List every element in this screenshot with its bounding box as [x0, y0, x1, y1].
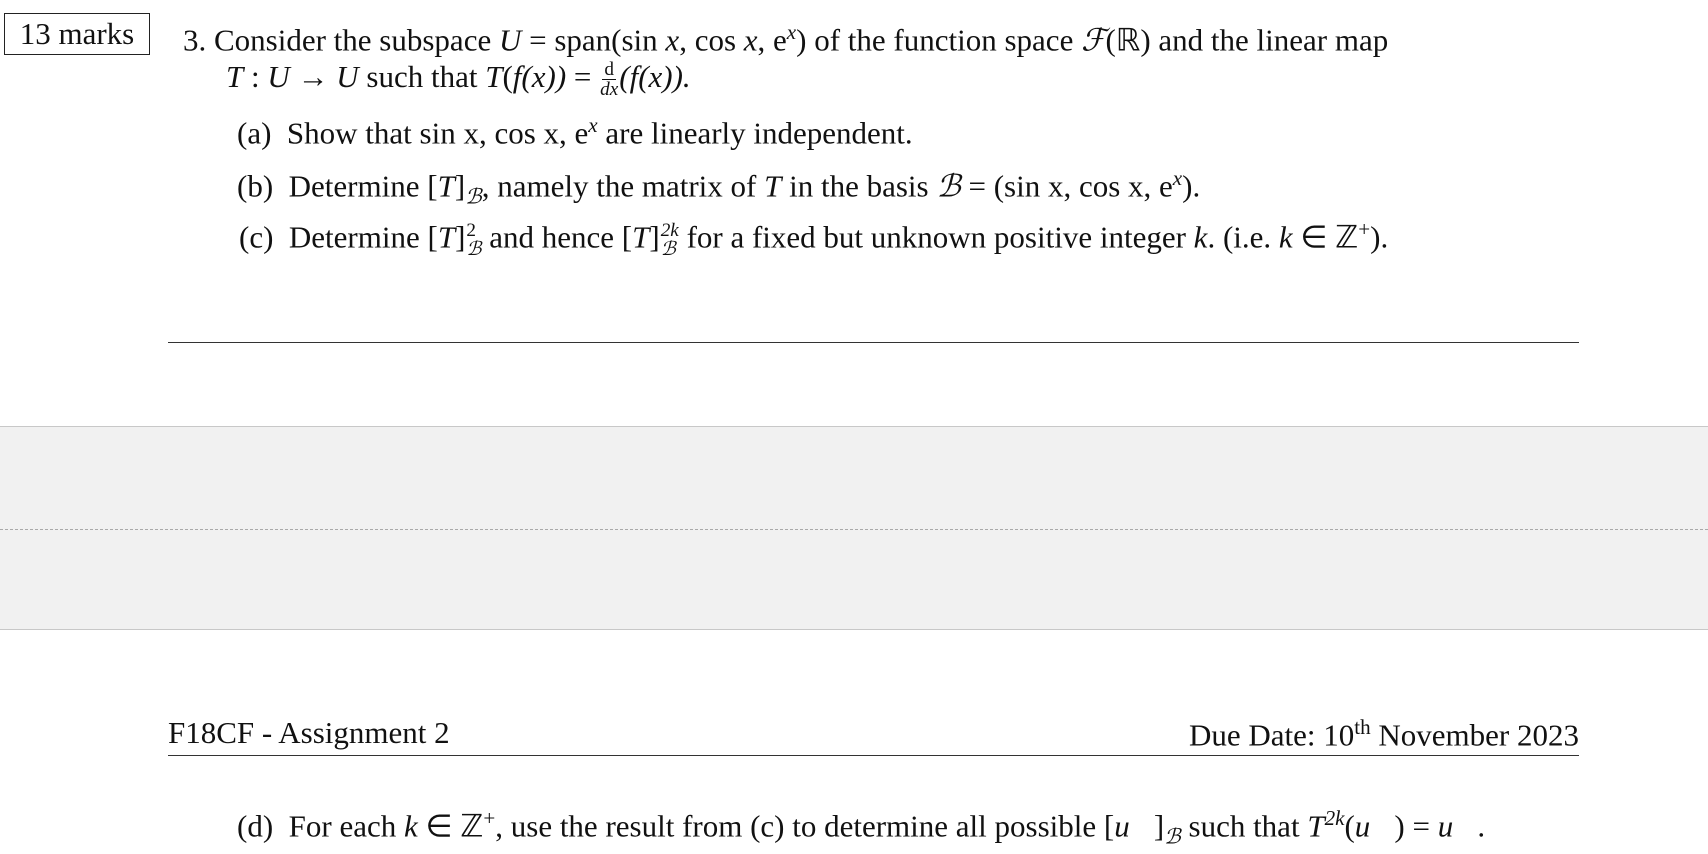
question-text: such that — [358, 58, 486, 94]
question-text: Consider the subspace — [214, 22, 492, 58]
part-text: ] — [1153, 808, 1165, 844]
math-arrow: → — [289, 58, 337, 94]
page-break-band — [0, 426, 1708, 630]
math-basis: ℬ — [936, 168, 961, 205]
math-u: u⃗ — [1437, 808, 1478, 844]
part-text: , use the result from (c) to determine all possible [ — [495, 808, 1115, 844]
part-text: Determine [ — [288, 168, 438, 204]
math-plus: + — [483, 806, 496, 830]
part-label: (a) — [237, 115, 272, 151]
math-e: , e — [757, 22, 787, 58]
math-exp: 2k — [1324, 806, 1345, 830]
question-line-1 — [183, 20, 1389, 59]
part-text: For each — [288, 808, 404, 844]
frac-den: dx — [600, 79, 619, 101]
part-label: (d) — [237, 808, 274, 844]
part-label: (c) — [239, 219, 274, 255]
math-basis: ℬ — [465, 183, 482, 209]
math-U: U — [498, 22, 522, 58]
math-exp: x — [786, 20, 797, 44]
part-text: ] — [649, 219, 660, 255]
math-eq: = — [529, 22, 547, 58]
math-T: T — [437, 219, 456, 255]
math-colon: : — [243, 58, 268, 94]
math-u: u⃗ — [1354, 808, 1395, 844]
answer-rule — [168, 342, 1579, 343]
math-f: f — [512, 58, 522, 94]
math-sub: ℬ — [660, 237, 676, 261]
math-T: T — [764, 168, 782, 204]
due-date — [1188, 715, 1579, 753]
math-span: span(sin — [554, 22, 658, 58]
math-T: T — [226, 58, 244, 94]
math-exp: x — [1172, 166, 1183, 190]
math-fx: (x)) — [521, 58, 567, 94]
part-text: Determine [ — [288, 219, 438, 255]
due-sup: th — [1354, 715, 1371, 739]
math-x: x — [743, 22, 758, 58]
part-a — [237, 113, 913, 151]
part-text: for a fixed but unknown positive integer — [678, 219, 1194, 255]
math-Z: ∈ ℤ — [1292, 219, 1359, 255]
due-suffix: November 2023 — [1370, 717, 1579, 753]
math-F: ℱ — [1081, 22, 1106, 59]
question-text: and the linear map — [1158, 22, 1389, 58]
part-d — [237, 808, 1485, 847]
header-rule — [168, 755, 1579, 756]
part-text: = (sin x, cos x, e — [960, 168, 1173, 204]
math-exp: x — [588, 113, 598, 137]
part-text: in the basis — [781, 168, 937, 204]
marks-label: 13 marks — [19, 16, 135, 51]
math-T: T — [1307, 808, 1325, 844]
marks-box — [4, 13, 150, 55]
math-supsub — [660, 219, 679, 261]
math-plus: + — [1358, 217, 1371, 241]
part-c — [239, 217, 1389, 261]
math-T: T — [437, 168, 455, 204]
part-text: Show that sin x, cos x, e — [286, 115, 589, 151]
math-paren: ( — [502, 58, 513, 94]
part-text: ] — [454, 168, 466, 204]
course-label: F18CF - Assignment 2 — [168, 715, 450, 750]
math-k: k — [1193, 219, 1208, 255]
math-T: T — [485, 58, 503, 94]
math-k: k — [1278, 219, 1293, 255]
math-basis: ℬ — [1164, 823, 1181, 849]
math-R: (ℝ) — [1105, 22, 1151, 58]
part-text: ). — [1370, 219, 1389, 255]
math-supsub — [466, 219, 482, 261]
part-text: , namely the matrix of — [481, 168, 765, 204]
due-prefix: Due Date: 10 — [1188, 717, 1355, 753]
math-u: u⃗ — [1114, 808, 1154, 844]
question-number: 3. — [183, 22, 207, 58]
derivative-fraction — [600, 60, 618, 99]
math-x: x — [665, 22, 680, 58]
math-U: U — [336, 58, 359, 94]
frac-num: d — [604, 59, 614, 80]
math-T: T — [632, 219, 650, 255]
math-sub: ℬ — [466, 237, 482, 261]
part-label: (b) — [237, 168, 274, 204]
math-eq: = — [566, 58, 600, 94]
page-break-dashes — [0, 529, 1708, 530]
question-text: ) of the function space — [796, 22, 1074, 58]
part-text: ) = — [1394, 808, 1438, 844]
part-text: . — [1477, 808, 1486, 844]
part-text: ( — [1344, 808, 1355, 844]
math-Z: ∈ ℤ — [417, 808, 484, 844]
part-text: are linearly independent. — [597, 115, 913, 151]
part-text: and hence [ — [481, 219, 633, 255]
math-k: k — [404, 808, 418, 844]
course-title — [168, 717, 450, 748]
part-text: . (i.e. — [1207, 219, 1279, 255]
part-b — [237, 168, 1200, 207]
math-sup: 2 — [466, 219, 476, 241]
math-sup: 2k — [660, 219, 679, 241]
question-line-2 — [226, 60, 691, 99]
part-text: ). — [1182, 168, 1201, 204]
math-U: U — [267, 58, 290, 94]
math-f-after: (f(x)). — [619, 58, 691, 94]
part-text: ] — [455, 219, 466, 255]
math-cos: , cos — [679, 22, 737, 58]
part-text: such that — [1180, 808, 1308, 844]
